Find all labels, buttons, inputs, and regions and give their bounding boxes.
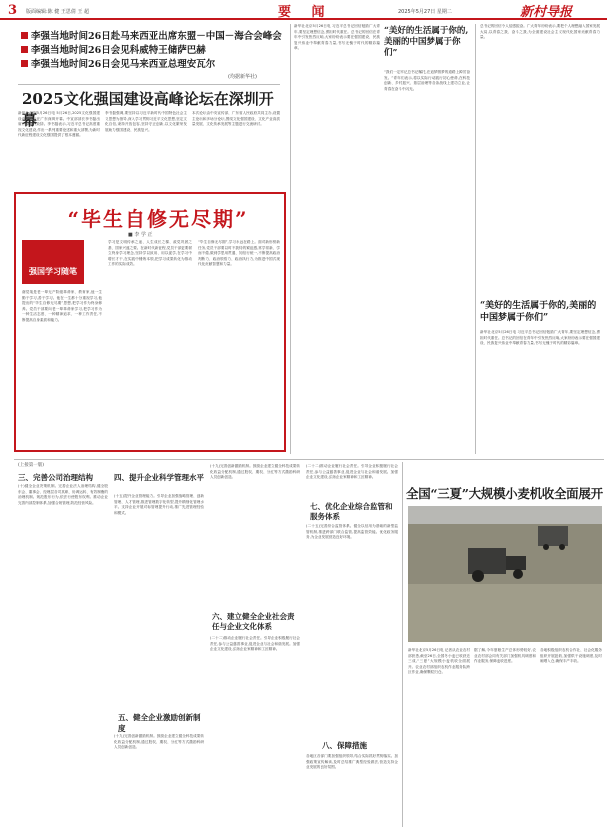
- column-divider: [290, 24, 291, 454]
- section-heading-4: 四、提升企业科学管理水平: [114, 473, 204, 482]
- forum-body-mid: 李书磊强调,要坚持以习近平新时代中国特色社会主义思想为指导,深入学习贯彻习近平文化思想,坚定文化自信,秉持开放包容,坚持守正创新,以文化繁荣发展助力强国建设、民族复兴。: [105, 111, 187, 132]
- commentary-col-2: 学习是文明传承之途、人生成长之梯、政党巩固之基、国家兴盛之要。在新时代新征程,党员干部更要树立终身学习理念,坚持学以致用、用以促学,在学习中增长才干,在实践中锤炼本领,把学习成果转化为推动工作的实际成效。: [108, 240, 192, 267]
- editor-info: 版面编辑:陈 健 王思倩 王 超: [26, 9, 90, 15]
- summer-headline: 全国“三夏”大规模小麦机收全面展开: [406, 486, 603, 501]
- commentary-col-3: “毕生自修无尽期”,学习永远在路上。面对新形势新任务,党员干部要以时不我待的紧迫感,常学常新、学而不倦,做到学思用贯通、知信行统一,不断提高政治判断力、政治领悟力、政治执行力,为推进中国式现代化贡献智慧和力量。: [198, 240, 280, 267]
- page-number: 3: [8, 3, 18, 18]
- divider: [18, 84, 280, 85]
- harvest-photo: [408, 506, 602, 642]
- section-body-6a: (十九)完善创新激励机制。鼓励企业建立健全科技成果转化收益分配机制,通过股权、期权、分红等方式激励科研人员创新创造。: [210, 464, 300, 480]
- forum-body-right: 本次论坛由中央宣传部、广东省人民政府共同主办,设置主论坛和多场分论坛,围绕文化强国建设、文化产业高质量发展、文化传承发展等主题进行交流研讨。: [192, 111, 280, 127]
- section-title: 要 闻: [278, 5, 333, 20]
- commentary-headline: “毕生自修无尽期”: [67, 207, 249, 231]
- right-headline-1: “美好的生活属于你的,美丽的中国梦属于你们”: [384, 26, 469, 58]
- square-bullet-icon: [21, 60, 28, 67]
- right-col-1: 新华社北京5月26日电 习近平总书记回信勉励广大青年,要坚定理想信念,勇担时代重任。总书记的回信在青年中引发热烈反响,大家纷纷表示要在强国建设、民族复兴伟业中奉献青春力量,书写无愧于时代的精彩篇章。: [294, 24, 380, 51]
- bullet-headline-2: 李强当地时间26日会见科威特王储萨巴赫: [21, 42, 206, 56]
- section-body-6: (二十二)推动企业履行社会责任。引导企业积极履行社会责任,参与公益慈善事业,促进企业与社会和谐发展。加强企业文化建设,弘扬企业家精神和工匠精神。: [210, 636, 300, 652]
- bullet-headline-1: 李强当地时间26日赴马来西亚出席东盟－中国－海合会峰会: [21, 28, 282, 42]
- right-col-2: “我们一定牢记总书记嘱托,在追梦圆梦的道路上踔厉奋发。”青年们表示,将以实际行动践行初心使命,在科技创新、乡村振兴、基层治理等各条战线上建功立业,让青春在奋斗中闪光。: [384, 70, 470, 91]
- square-bullet-icon: [21, 32, 28, 39]
- forum-body-left: 新华社深圳5月26日电 5月26日,2025文化强国建设高峰论坛在广东深圳开幕。中宣部部长李书磊出席开幕式并致辞。李书磊表示,习近平总书记高度重视文化建设,作出一系列重要论述和重大部署,为新时代新征程建设文化强国提供了根本遵循。: [18, 111, 100, 138]
- section-body-3: (十)健全企业决策机制。完善企业法人治理结构,健全股东会、董事会、经理层各司其职、协调运转、有效制衡的治理机制。规范股东行为,依法行使股东权利。推动企业完善内部控制体系,加强合规管理,防范经营风险。: [18, 484, 108, 505]
- summer-body-left: 新华社北京5月26日电 记者从农业农村部获悉,截至26日,全国冬小麦已收获近三成,“三夏”大规模小麦机收全面展开。农业农村部组织农机作业服务队跨区作业,确保颗粒归仓。: [408, 648, 470, 675]
- bullet-headline-3: 李强当地时间26日会见马来西亚总理安瓦尔: [21, 56, 215, 70]
- continued-label: (上接第一版): [18, 463, 45, 468]
- section-body-8: 各地区各部门要加强组织领导,结合实际抓好贯彻落实。加强政策宣传解读,及时总结推广典型经验做法,营造支持企业发展的良好氛围。: [306, 754, 398, 770]
- newspaper-logo: 新村导报: [520, 5, 573, 20]
- right-col-3: 总书记的回信令人倍感振奋。广大青年纷纷表示,要把个人理想融入国家发展大局,以青春之我、奋斗之我,为全面建设社会主义现代化国家贡献青春力量。: [480, 24, 600, 40]
- forum-headline: 2025文化强国建设高峰论坛在深圳开幕: [22, 90, 274, 129]
- commentary-author: ■ 李 学 正: [128, 232, 153, 238]
- commentary-col-1: 谢觉哉是老一辈无产阶级革命家、教育家,他一生勤于学习,善于学习。他在一生都十分重视学习,他提出的“毕生自修无尽期”思想,把学习作为终身修养。党员干部要向老一辈革命家学习,把学习作为一种生活态度、一种精神追求、一种工作责任,不断提高自身素质和能力。: [22, 290, 102, 322]
- summer-body-mid: 据了解,今年夏粮生产总体形势较好,农业农村部会同有关部门加强机具调度和作业服务,保障麦收进度。: [474, 648, 536, 664]
- section-heading-5: 五、健全企业激励创新制度: [118, 713, 201, 733]
- column-divider: [402, 462, 403, 827]
- column-divider: [475, 24, 476, 454]
- divider: [14, 459, 604, 460]
- section-body-4: (十五)提升企业管理能力。引导企业加强战略管理、创新管理、人才管理,推进管理数字化转型,提升精细化管理水平。支持企业开展对标管理提升行动,推广先进管理经验和模式。: [114, 494, 204, 515]
- section-body-7a: (二十二)推动企业履行社会责任。引导企业积极履行社会责任,参与公益慈善事业,促进企业与社会和谐发展。加强企业文化建设,弘扬企业家精神和工匠精神。: [306, 464, 398, 480]
- square-bullet-icon: [21, 46, 28, 53]
- bullets-credit: (均据新华社): [228, 74, 257, 80]
- section-heading-3: 三、完善公司治理结构: [18, 473, 93, 482]
- section-heading-6: 六、建立健全企业社会责任与企业文化体系: [212, 612, 295, 631]
- section-heading-8: 八、保障措施: [322, 741, 367, 750]
- section-body-5: (十九)完善创新激励机制。鼓励企业建立健全科技成果转化收益分配机制,通过股权、期权、分红等方式激励科研人员创新创造。: [114, 734, 204, 750]
- issue-date: 2025年5月27日 星期二: [398, 9, 452, 15]
- summer-body-right: 各地积极组织农机合作社、社会化服务组织开展抢收,加强烘干设施调度,及时晾晒入仓,确保丰产丰收。: [540, 648, 602, 664]
- section-heading-7: 七、优化企业综合监管和服务体系: [310, 502, 393, 521]
- right-headline-2: “美好的生活属于你的,美丽的中国梦属于你们”: [480, 301, 597, 323]
- right-col-3-bottom: 新华社北京5月26日电 习近平总书记回信勉励广大青年,要坚定理想信念,勇担时代重任。总书记的回信在青年中引发热烈反响,大家纷纷表示要在强国建设、民族复兴伟业中奉献青春力量,书写无愧于时代的精彩篇章。: [480, 330, 600, 346]
- kicker-graphic: [22, 240, 84, 284]
- kicker-label: 强国学习随笔: [29, 266, 77, 276]
- section-body-7: (二十五)完善综合监管体系。健全以信用为基础的新型监管机制,推进跨部门联合监管,提高监管效能。优化政务服务,为企业发展营造良好环境。: [306, 524, 398, 540]
